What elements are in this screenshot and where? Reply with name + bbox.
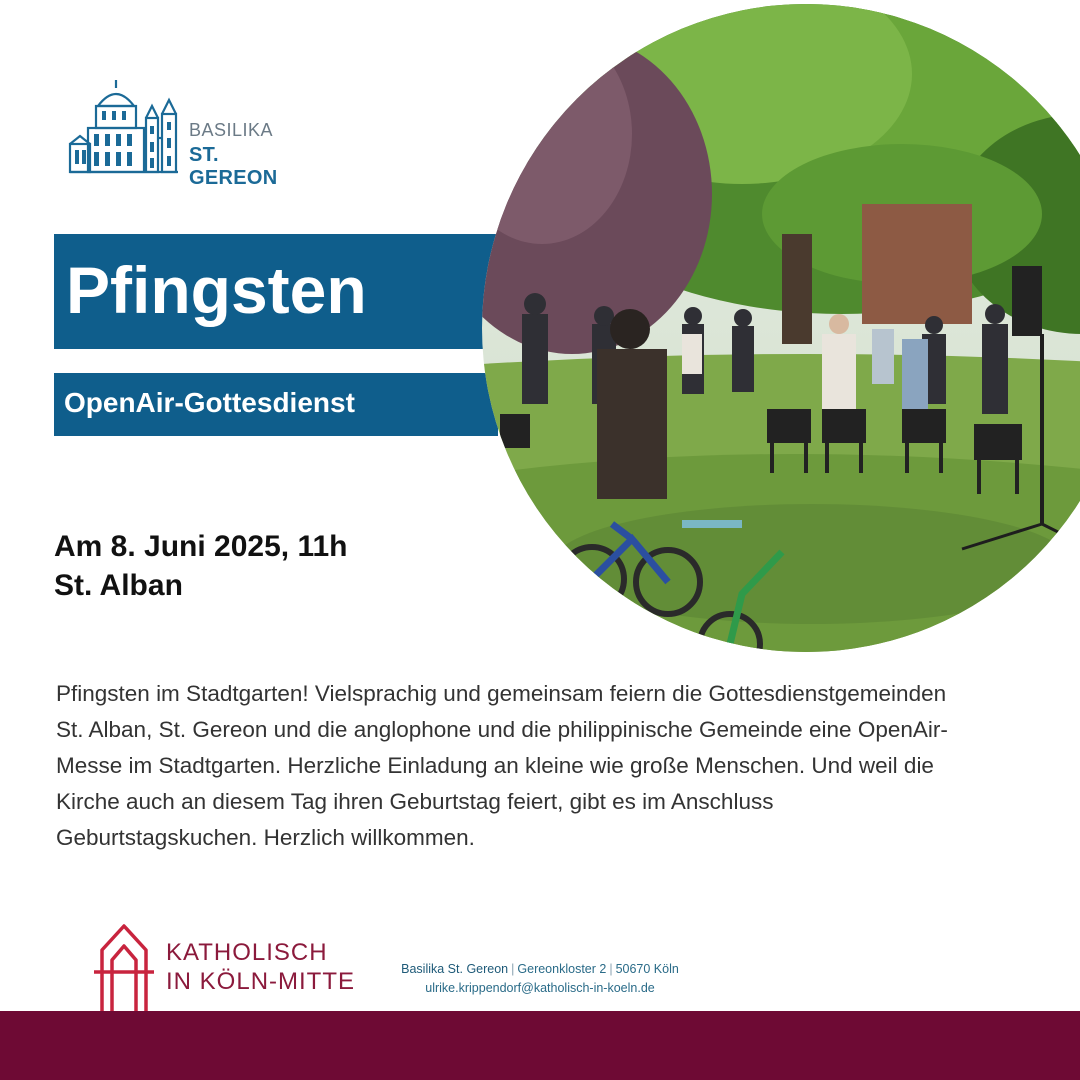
contact-name: Basilika St. Gereon [401, 962, 509, 976]
open-air-service-photo [482, 4, 1080, 652]
contact-block [386, 960, 694, 998]
org-logo-line2: IN KÖLN-MITTE [166, 968, 356, 995]
page-title: Pfingsten [66, 253, 367, 327]
contact-email[interactable]: ulrike.krippendorf@katholisch-in-koeln.de [425, 981, 655, 995]
title-banner [54, 234, 498, 349]
org-logo-line1: KATHOLISCH [166, 939, 328, 966]
event-description: Pfingsten im Stadtgarten! Vielsprachig und gemeinsam feiern die Gottesdienstgemeinden St. Alban, St. Gereon und die anglophone und die philippinische Gemeinde eine OpenAir-Messe im Stadtgarten. Herzliche Einladung an kleine wie große Menschen. Und weil die Kirche auch an diesem Tag ihren Geburtstag feiert, gibt es im Anschluss Geburtstagskuchen. Herzlich willkommen. [56, 681, 948, 850]
separator: | [511, 962, 515, 976]
event-location: St. Alban [54, 569, 183, 602]
brand-name-line2: ST. GEREON [189, 144, 278, 189]
contact-street: Gereonkloster 2 [517, 962, 607, 976]
org-logo-text [166, 938, 355, 996]
contact-city: 50670 Köln [615, 962, 679, 976]
page-subtitle: OpenAir-Gottesdienst [64, 387, 355, 418]
event-date-time: Am 8. Juni 2025, 11h [54, 530, 348, 563]
separator: | [609, 962, 613, 976]
brand-name-line1: BASILIKA [189, 120, 274, 140]
footer-bar [0, 1011, 1080, 1080]
event-photo [482, 4, 1080, 652]
basilica-building-icon [68, 78, 180, 178]
subtitle-banner [54, 373, 498, 436]
basilika-logo [68, 78, 308, 189]
